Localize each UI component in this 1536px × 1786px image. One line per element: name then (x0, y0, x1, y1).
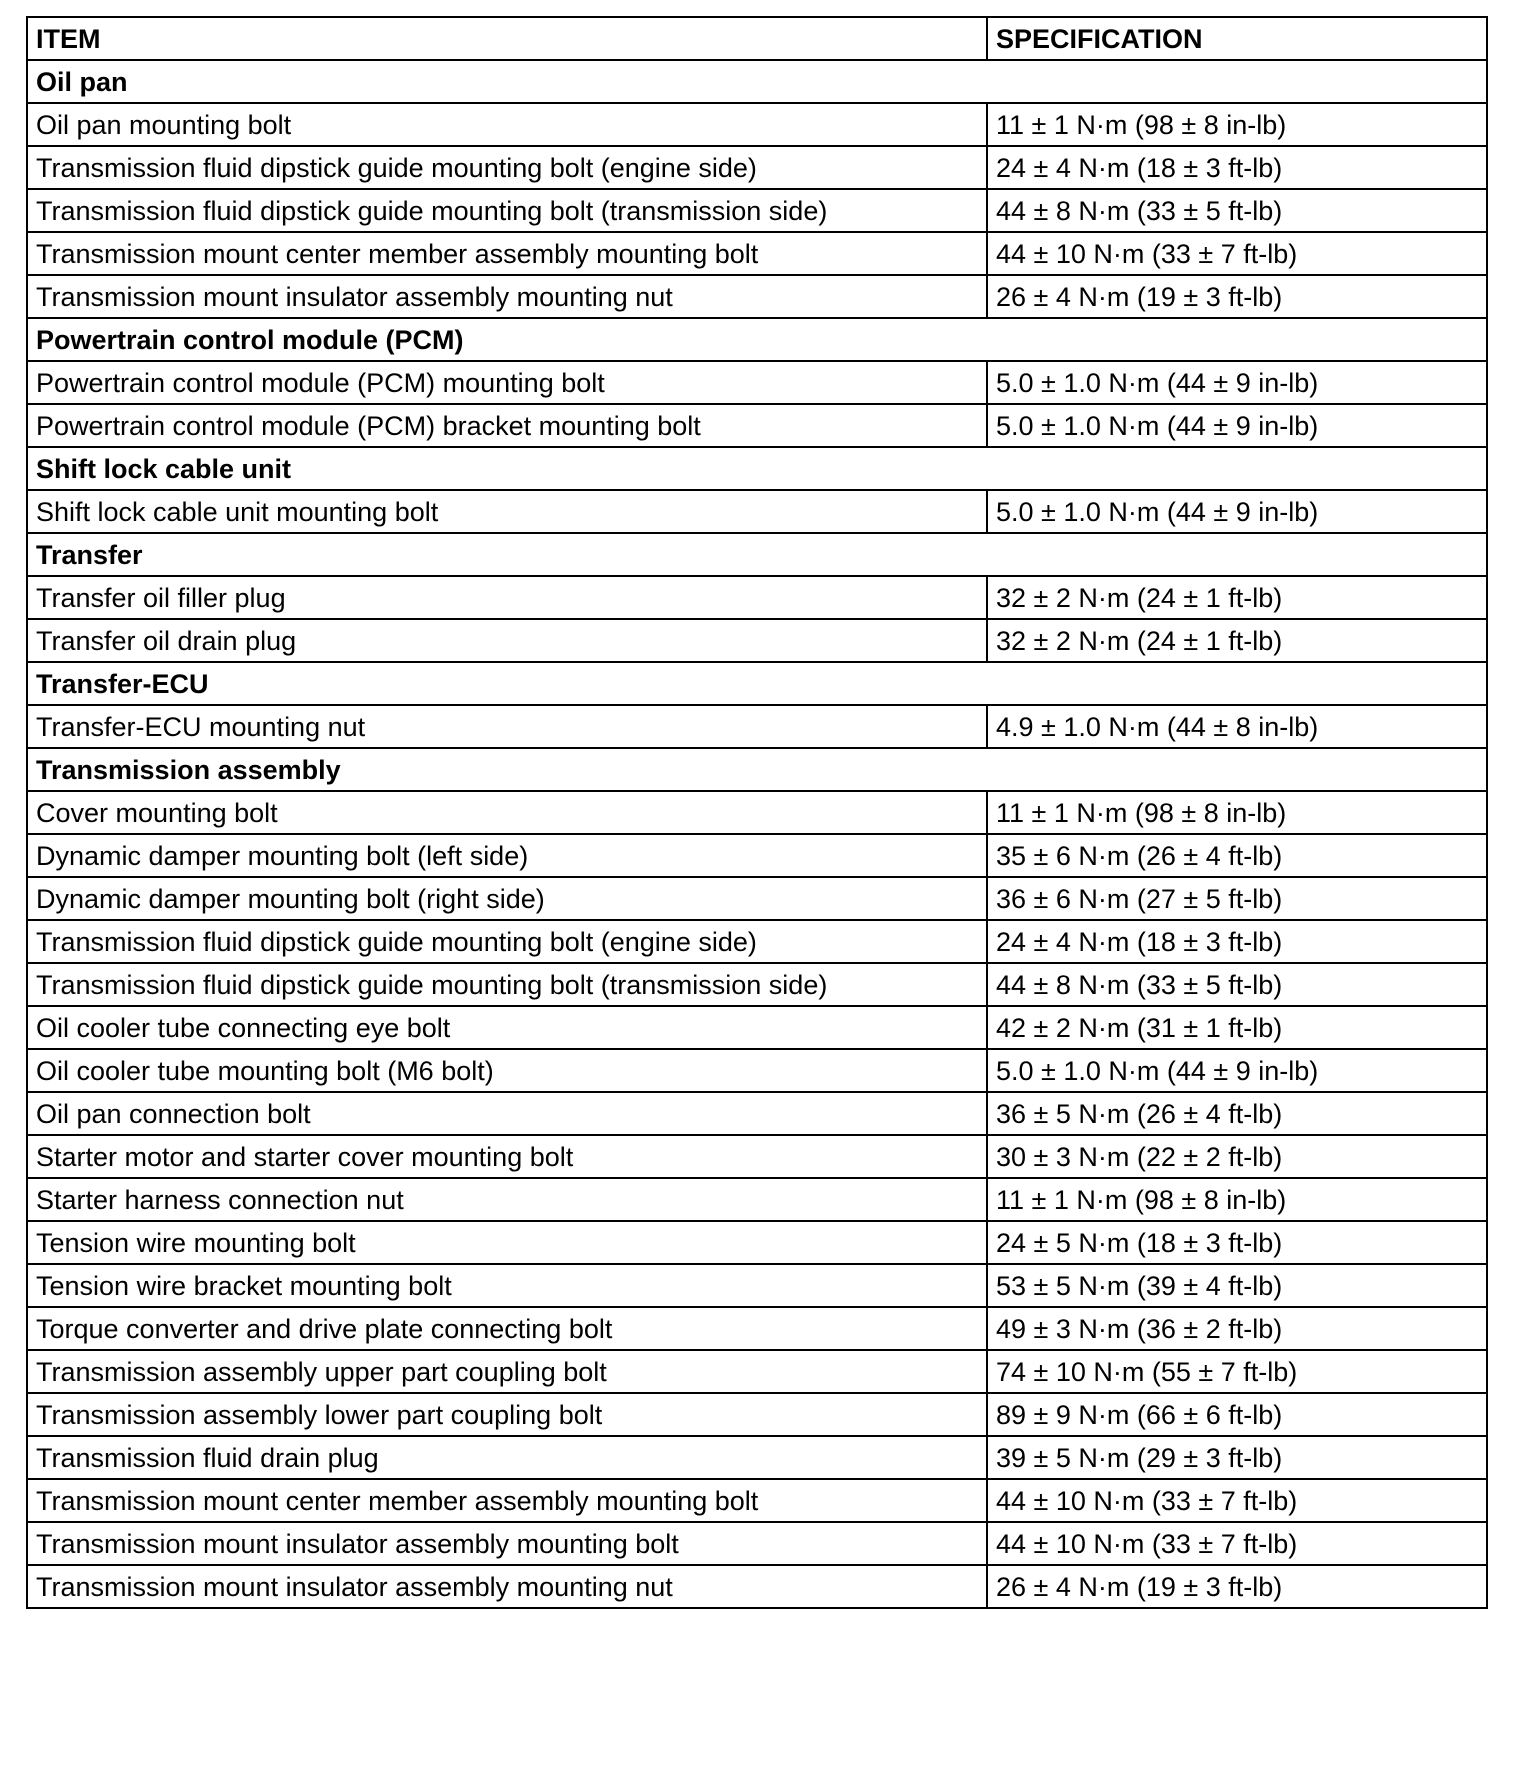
table-row (27, 1350, 1487, 1393)
header-row (27, 17, 1487, 60)
section-row (27, 447, 1487, 490)
spec-cell: 44 ± 8 N·m (33 ± 5 ft-lb) (987, 189, 1487, 232)
table-row (27, 1393, 1487, 1436)
section-title: Transmission assembly (27, 748, 1487, 791)
table-row (27, 791, 1487, 834)
spec-cell: 44 ± 8 N·m (33 ± 5 ft-lb) (987, 963, 1487, 1006)
table-row (27, 275, 1487, 318)
spec-cell: 26 ± 4 N·m (19 ± 3 ft-lb) (987, 1565, 1487, 1608)
spec-cell: 44 ± 10 N·m (33 ± 7 ft-lb) (987, 1479, 1487, 1522)
spec-cell: 44 ± 10 N·m (33 ± 7 ft-lb) (987, 1522, 1487, 1565)
spec-cell: 44 ± 10 N·m (33 ± 7 ft-lb) (987, 232, 1487, 275)
item-cell: Cover mounting bolt (27, 791, 987, 834)
spec-cell: 32 ± 2 N·m (24 ± 1 ft-lb) (987, 576, 1487, 619)
table-row (27, 232, 1487, 275)
spec-cell: 11 ± 1 N·m (98 ± 8 in-lb) (987, 103, 1487, 146)
table-row (27, 189, 1487, 232)
spec-cell: 24 ± 4 N·m (18 ± 3 ft-lb) (987, 920, 1487, 963)
spec-cell: 39 ± 5 N·m (29 ± 3 ft-lb) (987, 1436, 1487, 1479)
spec-cell: 11 ± 1 N·m (98 ± 8 in-lb) (987, 1178, 1487, 1221)
table-row (27, 1221, 1487, 1264)
spec-cell: 36 ± 5 N·m (26 ± 4 ft-lb) (987, 1092, 1487, 1135)
spec-cell: 36 ± 6 N·m (27 ± 5 ft-lb) (987, 877, 1487, 920)
section-title: Oil pan (27, 60, 1487, 103)
table-row (27, 619, 1487, 662)
item-cell: Oil pan mounting bolt (27, 103, 987, 146)
spec-cell: 5.0 ± 1.0 N·m (44 ± 9 in-lb) (987, 490, 1487, 533)
specification-column-header: SPECIFICATION (987, 17, 1487, 60)
torque-spec-table (26, 16, 1488, 1609)
table-row (27, 576, 1487, 619)
section-title: Transfer-ECU (27, 662, 1487, 705)
section-row (27, 662, 1487, 705)
spec-cell: 74 ± 10 N·m (55 ± 7 ft-lb) (987, 1350, 1487, 1393)
section-title: Transfer (27, 533, 1487, 576)
item-cell: Shift lock cable unit mounting bolt (27, 490, 987, 533)
table-row (27, 490, 1487, 533)
item-cell: Powertrain control module (PCM) bracket mounting bolt (27, 404, 987, 447)
item-cell: Transmission fluid dipstick guide mounting bolt (transmission side) (27, 189, 987, 232)
spec-cell: 11 ± 1 N·m (98 ± 8 in-lb) (987, 791, 1487, 834)
table-row (27, 1565, 1487, 1608)
table-body (27, 60, 1487, 1608)
table-row (27, 1307, 1487, 1350)
spec-cell: 5.0 ± 1.0 N·m (44 ± 9 in-lb) (987, 361, 1487, 404)
spec-cell: 32 ± 2 N·m (24 ± 1 ft-lb) (987, 619, 1487, 662)
item-cell: Transmission mount insulator assembly mounting nut (27, 1565, 987, 1608)
spec-cell: 4.9 ± 1.0 N·m (44 ± 8 in-lb) (987, 705, 1487, 748)
table-row (27, 877, 1487, 920)
spec-cell: 24 ± 5 N·m (18 ± 3 ft-lb) (987, 1221, 1487, 1264)
item-cell: Dynamic damper mounting bolt (right side) (27, 877, 987, 920)
spec-cell: 42 ± 2 N·m (31 ± 1 ft-lb) (987, 1006, 1487, 1049)
table-row (27, 1006, 1487, 1049)
spec-cell: 5.0 ± 1.0 N·m (44 ± 9 in-lb) (987, 404, 1487, 447)
table-row (27, 834, 1487, 877)
table-row (27, 1436, 1487, 1479)
item-cell: Dynamic damper mounting bolt (left side) (27, 834, 987, 877)
item-cell: Transmission mount center member assembly mounting bolt (27, 232, 987, 275)
table-row (27, 103, 1487, 146)
item-cell: Powertrain control module (PCM) mounting bolt (27, 361, 987, 404)
item-cell: Starter harness connection nut (27, 1178, 987, 1221)
section-title: Powertrain control module (PCM) (27, 318, 1487, 361)
table-row (27, 1479, 1487, 1522)
item-cell: Oil pan connection bolt (27, 1092, 987, 1135)
item-column-header: ITEM (27, 17, 987, 60)
table-row (27, 361, 1487, 404)
table-row (27, 146, 1487, 189)
spec-cell: 5.0 ± 1.0 N·m (44 ± 9 in-lb) (987, 1049, 1487, 1092)
item-cell: Transmission fluid drain plug (27, 1436, 987, 1479)
section-row (27, 60, 1487, 103)
item-cell: Transmission fluid dipstick guide mounting bolt (engine side) (27, 146, 987, 189)
item-cell: Starter motor and starter cover mounting bolt (27, 1135, 987, 1178)
table-row (27, 1264, 1487, 1307)
item-cell: Oil cooler tube connecting eye bolt (27, 1006, 987, 1049)
table-row (27, 1135, 1487, 1178)
table-row (27, 1522, 1487, 1565)
item-cell: Tension wire bracket mounting bolt (27, 1264, 987, 1307)
item-cell: Transmission fluid dipstick guide mounting bolt (transmission side) (27, 963, 987, 1006)
item-cell: Oil cooler tube mounting bolt (M6 bolt) (27, 1049, 987, 1092)
spec-cell: 30 ± 3 N·m (22 ± 2 ft-lb) (987, 1135, 1487, 1178)
item-cell: Tension wire mounting bolt (27, 1221, 987, 1264)
section-row (27, 748, 1487, 791)
item-cell: Transmission assembly upper part coupling bolt (27, 1350, 987, 1393)
table-row (27, 963, 1487, 1006)
table-row (27, 404, 1487, 447)
table-row (27, 920, 1487, 963)
item-cell: Transmission mount insulator assembly mounting nut (27, 275, 987, 318)
table-row (27, 1049, 1487, 1092)
item-cell: Transfer oil filler plug (27, 576, 987, 619)
item-cell: Transmission mount center member assembly mounting bolt (27, 1479, 987, 1522)
spec-cell: 26 ± 4 N·m (19 ± 3 ft-lb) (987, 275, 1487, 318)
section-row (27, 533, 1487, 576)
item-cell: Transmission fluid dipstick guide mounting bolt (engine side) (27, 920, 987, 963)
spec-cell: 35 ± 6 N·m (26 ± 4 ft-lb) (987, 834, 1487, 877)
spec-cell: 49 ± 3 N·m (36 ± 2 ft-lb) (987, 1307, 1487, 1350)
item-cell: Transmission assembly lower part coupling bolt (27, 1393, 987, 1436)
item-cell: Transfer oil drain plug (27, 619, 987, 662)
table-row (27, 705, 1487, 748)
section-row (27, 318, 1487, 361)
section-title: Shift lock cable unit (27, 447, 1487, 490)
spec-cell: 53 ± 5 N·m (39 ± 4 ft-lb) (987, 1264, 1487, 1307)
spec-cell: 89 ± 9 N·m (66 ± 6 ft-lb) (987, 1393, 1487, 1436)
item-cell: Torque converter and drive plate connecting bolt (27, 1307, 987, 1350)
spec-cell: 24 ± 4 N·m (18 ± 3 ft-lb) (987, 146, 1487, 189)
item-cell: Transfer-ECU mounting nut (27, 705, 987, 748)
table-row (27, 1092, 1487, 1135)
table-row (27, 1178, 1487, 1221)
item-cell: Transmission mount insulator assembly mounting bolt (27, 1522, 987, 1565)
